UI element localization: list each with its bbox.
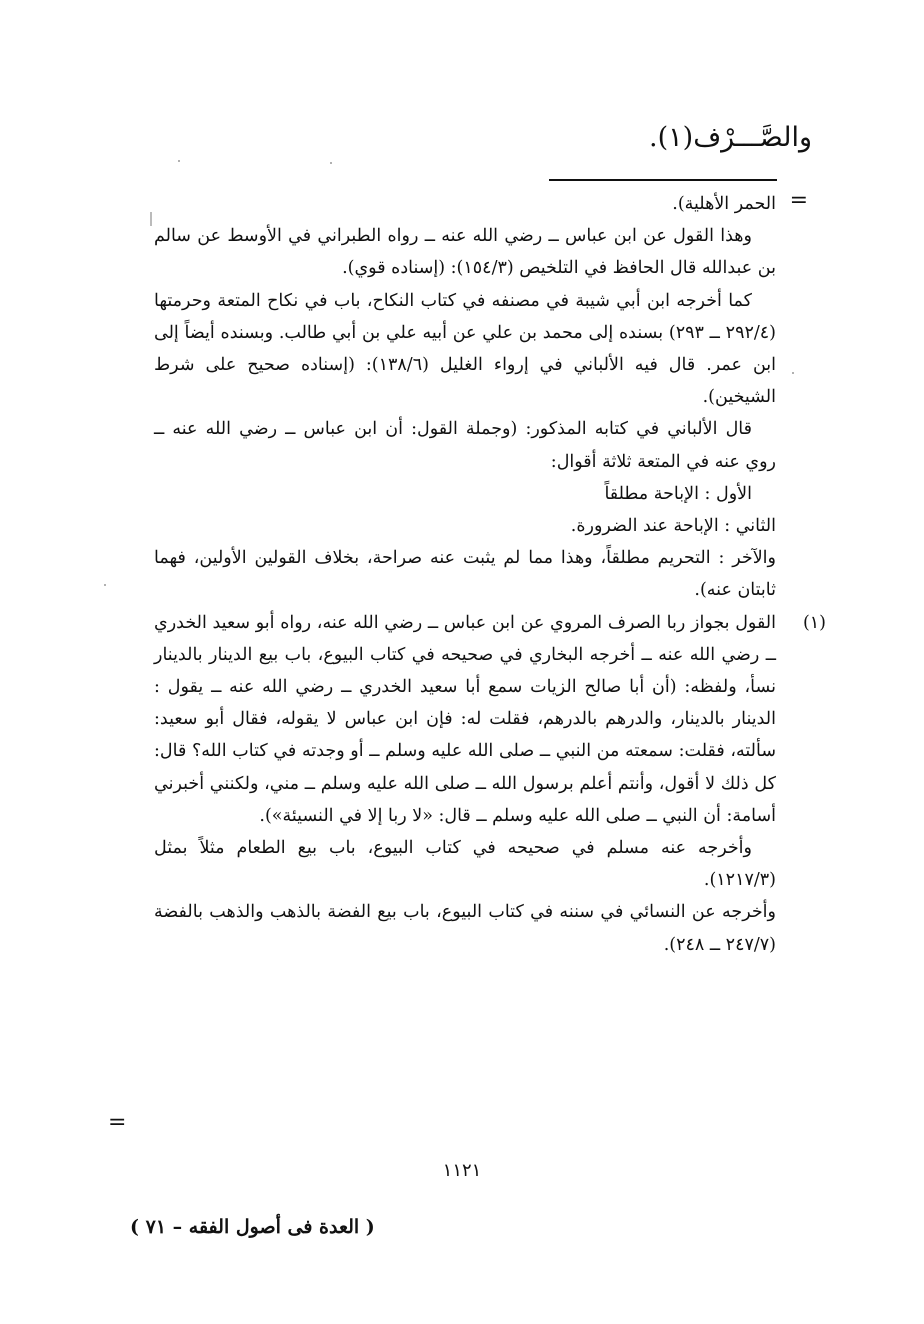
footnotes-block xyxy=(154,188,826,961)
footnote-paragraph: قال الألباني في كتابه المذكور: (وجملة القول: أن ابن عباس ــ رضي الله عنه ــ روي عنه في المتعة ثلاثة أقوال: xyxy=(154,419,776,472)
footnote-paragraph: وهذا القول عن ابن عباس ــ رضي الله عنه ــ رواه الطبراني في الأوسط عن سالم بن عبدالله قال الحافظ في التلخيص (١٥٤/٣): (إسناده قوي). xyxy=(154,226,776,279)
footnote-number: (١) xyxy=(802,612,826,633)
footnote-list-item: والآخر : التحريم مطلقاً، وهذا مما لم يثبت عنه صراحة، بخلاف القولين الأولين، فهما ثابتان عنه). xyxy=(154,548,776,601)
footnote-1 xyxy=(154,607,826,961)
scan-speck xyxy=(104,584,106,586)
scan-speck xyxy=(792,372,794,374)
continuation-mark-bottom: = xyxy=(108,1110,127,1135)
scan-speck xyxy=(330,162,332,164)
series-label: ( العدة فى أصول الفقه – ٧١ ) xyxy=(130,1216,375,1238)
footnote-paragraph: وأخرجه عن النسائي في سننه في كتاب البيوع، باب بيع الفضة بالذهب والذهب بالفضة (٢٤٧/٧ ــ ٢٤٨). xyxy=(154,902,776,955)
footnote-paragraph: القول بجواز ربا الصرف المروي عن ابن عباس ــ رضي الله عنه، رواه أبو سعيد الخدري ــ رضي الله عنه ــ أخرجه البخاري في صحيحه في كتاب البيوع، باب بيع الدينار بالدينار نسأ، ولفظه: (أن أبا صالح الزيات سمع أبا سعيد الخدري ــ رضي الله عنه ــ يقول : الدينار بالدينار، والدرهم بالدرهم، فقلت له: فإن ابن عباس لا يقوله، فقال أبو سعيد: سألته، فقلت: سمعته من النبي ــ صلى الله عليه وسلم ــ أو وجدته في كتاب الله؟ قال: كل ذلك لا أقول، وأنتم أعلم برسول الله ــ صلى الله عليه وسلم ــ مني، ولكنني أخبرني أسامة: أن النبي ــ صلى الله عليه وسلم ــ قال: «لا ربا إلا في النسيئة»). xyxy=(154,612,776,826)
page-number: ١١٢١ xyxy=(442,1160,482,1181)
footnote-list-item: الثاني : الإباحة عند الضرورة. xyxy=(570,516,776,537)
footnote-paragraph: الحمر الأهلية). xyxy=(672,194,776,214)
continuation-mark-top: = xyxy=(789,188,808,213)
main-text-line: والصَّـــرْف(١). xyxy=(649,122,812,153)
footnote-paragraph: وأخرجه عنه مسلم في صحيحه في كتاب البيوع، باب بيع الطعام مثلاً بمثل (١٢١٧/٣). xyxy=(154,838,776,891)
scan-speck xyxy=(150,212,152,226)
scan-speck xyxy=(178,160,180,162)
footnote-separator-rule xyxy=(549,179,777,181)
footnote-paragraph: كما أخرجه ابن أبي شيبة في مصنفه في كتاب النكاح، باب في نكاح المتعة وحرمتها (٢٩٢/٤ ــ ٢٩٣) بسنده إلى محمد بن علي عن أبيه علي بن أبي طالب. وبسنده أيضاً إلى ابن عمر. قال فيه الألباني في إرواء الغليل (١٣٨/٦): (إسناده صحيح على شرط الشيخين). xyxy=(154,290,776,408)
footnote-list-item: الأول : الإباحة مطلقاً xyxy=(604,483,752,504)
